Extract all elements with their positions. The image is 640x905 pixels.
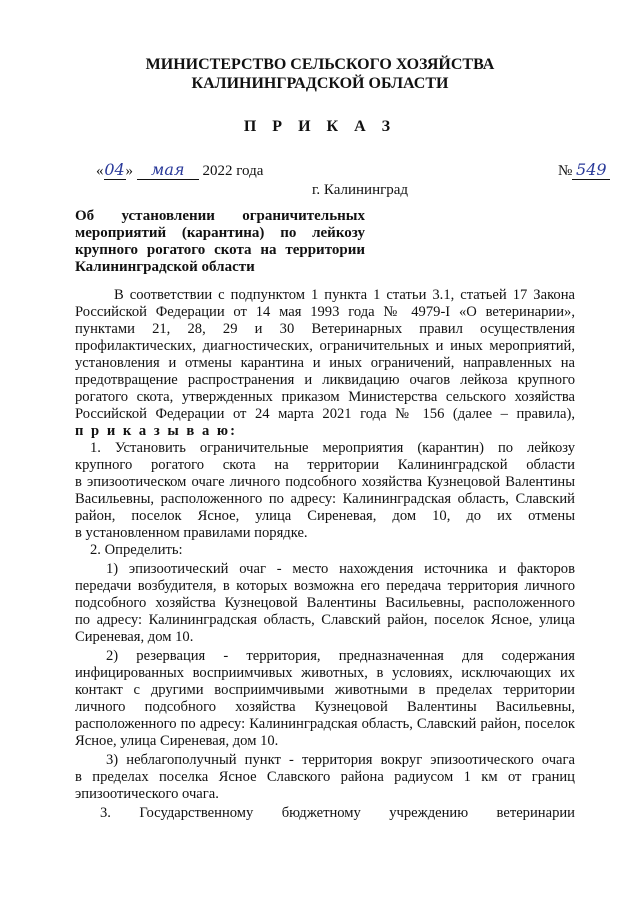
date-close-quote: »	[125, 163, 133, 179]
body-line: передачи возбудителя, в которых возможна его передача территория личного	[75, 578, 575, 594]
body-line: 2. Определить:	[90, 542, 183, 558]
city: г. Калининград	[311, 182, 409, 198]
body-line: 1) эпизоотический очаг - место нахождения источника и факторов	[106, 561, 575, 577]
body-line: в установленном правилами порядке.	[75, 525, 308, 541]
body-line: 2) резервация - территория, предназначенная для содержания	[106, 648, 575, 664]
date-year: 2022 года	[202, 163, 264, 179]
body-line: установления и отмены карантина и иных ограничений, направленных на	[75, 355, 575, 371]
date-day-handwritten: 04	[104, 160, 125, 179]
ministry-name-line2: КАЛИНИНГРАДСКОЙ ОБЛАСТИ	[191, 75, 449, 92]
subject-line: крупного рогатого скота на территории	[75, 242, 365, 258]
body-line: пунктами 21, 28, 29 и 30 Ветеринарных правил осуществления	[75, 321, 575, 337]
body-line: эпизоотического очага.	[75, 786, 219, 802]
body-line: контакт с другими восприимчивыми животными в пределах территории	[75, 682, 575, 698]
date-open-quote: «	[96, 163, 104, 179]
body-line: Российской Федерации от 24 марта 2021 года № 156 (далее – правила),	[75, 406, 575, 422]
number-sign: №	[558, 163, 573, 179]
number-value-handwritten: 549	[572, 160, 610, 180]
order-subject	[75, 208, 365, 276]
subject-line: Об установлении ограничительных	[75, 208, 365, 224]
body-line: 1. Установить ограничительные мероприятия (карантин) по лейкозу	[90, 440, 575, 456]
body-line: Васильевны, расположенного по адресу: Калининградская область, Славский	[75, 491, 575, 507]
body-line: в эпизоотическом очаге личного подсобного хозяйства Кузнецовой Валентины	[75, 474, 575, 490]
subject-line: Калининградской области	[75, 259, 255, 275]
date-month-handwritten: мая	[137, 160, 199, 180]
body-line: профилактических, диагностических, ограничительных и иных мероприятий,	[75, 338, 575, 354]
body-line: Сиреневая, дом 10.	[75, 629, 194, 645]
order-number	[558, 160, 610, 180]
order-title: П Р И К А З	[243, 118, 397, 135]
body-line: Ясное, улица Сиреневая, дом 10.	[75, 733, 279, 749]
body-line: Российской Федерации от 14 мая 1993 года № 4979-I «О ветеринарии»,	[75, 304, 575, 320]
ministry-name-line1: МИНИСТЕРСТВО СЕЛЬСКОГО ХОЗЯЙСТВА	[145, 56, 495, 73]
body-line: расположенного по адресу: Калининградская область, Славский район, поселок	[75, 716, 575, 732]
body-line: подсобного хозяйства Кузнецовой Валентины Васильевны, расположенного	[75, 595, 575, 611]
decree-word: п р и к а з ы в а ю:	[75, 423, 237, 439]
body-line: по адресу: Калининградская область, Славский район, поселок Ясное, улица	[75, 612, 575, 628]
body-line: 3) неблагополучный пункт - территория вокруг эпизоотического очага	[106, 752, 575, 768]
body-line: район, поселок Ясное, улица Сиреневая, дом 10, до их отмены	[75, 508, 575, 524]
body-line: предотвращение распространения и ликвидацию очагов лейкоза крупного	[75, 372, 575, 388]
body-line: 3. Государственному бюджетному учреждению ветеринарии	[100, 805, 575, 821]
subject-line: мероприятий (карантина) по лейкозу	[75, 225, 365, 241]
body-line: крупного рогатого скота на территории Калининградской области	[75, 457, 575, 473]
body-line: в пределах поселка Ясное Славского района радиусом 1 км от границ	[75, 769, 575, 785]
body-line: В соответствии с подпунктом 1 пункта 1 статьи 3.1, статьей 17 Закона	[114, 287, 575, 303]
order-date	[96, 160, 263, 180]
body-line: инфицированных восприимчивых животных, в условиях, исключающих их	[75, 665, 575, 681]
body-line: рогатого скота, утвержденных приказом Министерства сельского хозяйства	[75, 389, 575, 405]
body-line: личного подсобного хозяйства Кузнецовой Валентины Васильевны,	[75, 699, 575, 715]
